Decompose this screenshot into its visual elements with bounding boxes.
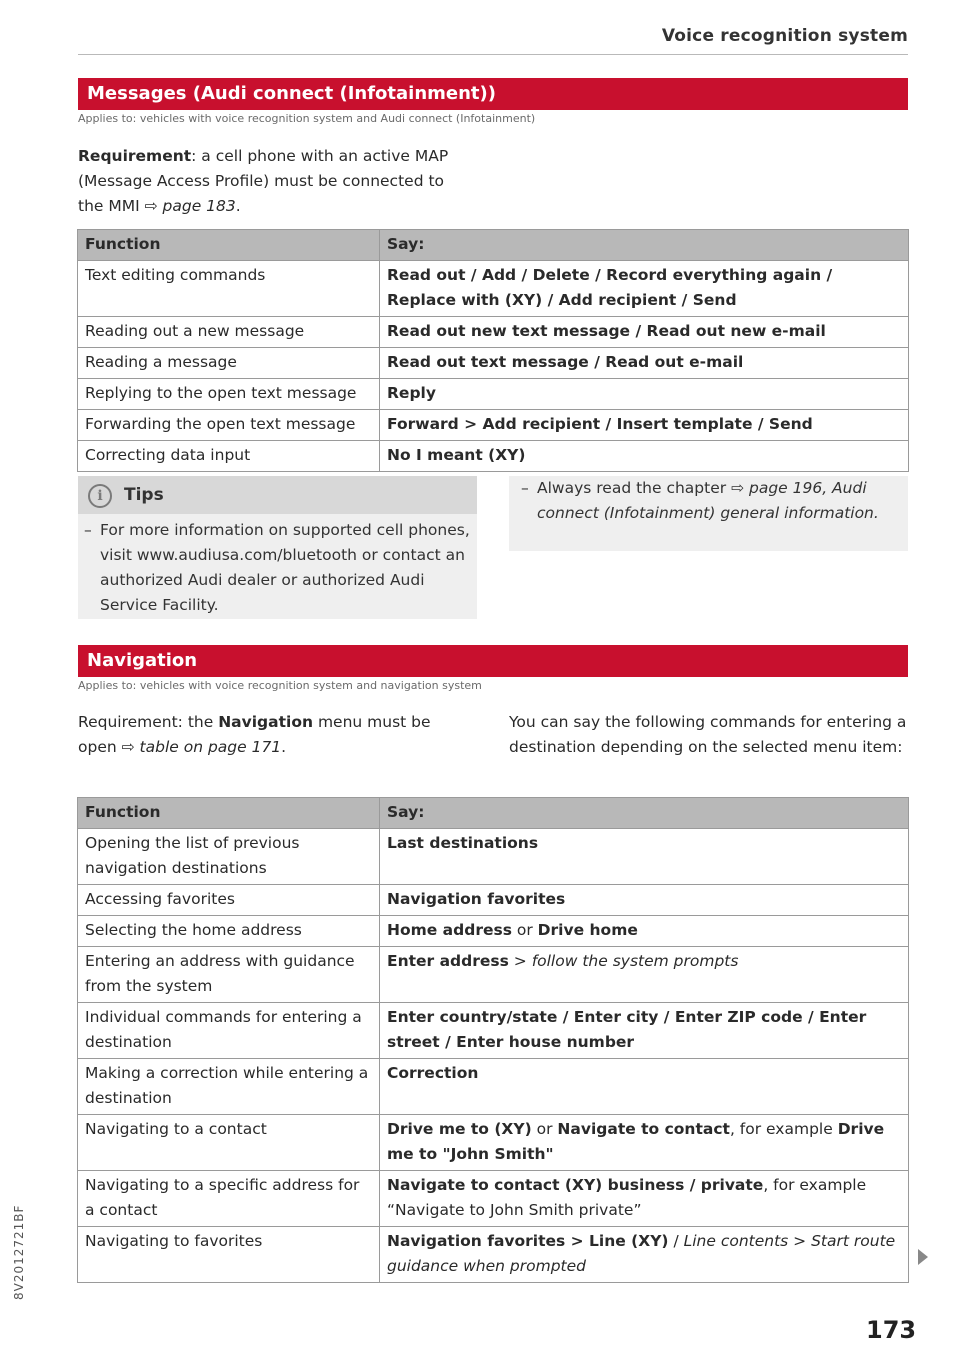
table-row	[78, 261, 909, 317]
nav-req-text-c: open	[78, 738, 122, 756]
column-header-function: Function	[78, 230, 380, 261]
function-cell: Forwarding the open text message	[78, 410, 380, 441]
tips-header	[78, 476, 477, 514]
tips-box	[78, 476, 477, 619]
say-part: Home address	[387, 921, 512, 939]
function-cell: Reading a message	[78, 348, 380, 379]
info-icon: i	[88, 484, 112, 508]
table-row	[78, 317, 909, 348]
chapter-note	[521, 476, 892, 526]
table-row	[78, 829, 909, 885]
function-cell: Making a correction while entering a destination	[78, 1059, 380, 1115]
table-row	[78, 1227, 909, 1283]
function-cell: Individual commands for entering a destination	[78, 1003, 380, 1059]
say-part: Navigate to contact (XY) business / private	[387, 1176, 764, 1194]
applies-to-navigation: Applies to: vehicles with voice recognition system and navigation system	[78, 679, 482, 692]
column-header-function: Function	[78, 798, 380, 829]
page-header	[78, 26, 908, 55]
function-cell: Accessing favorites	[78, 885, 380, 916]
document-code: 8V2012721BF	[12, 1204, 26, 1300]
tips-text	[84, 518, 470, 618]
requirement-label: Requirement	[78, 147, 192, 165]
messages-command-table	[77, 229, 909, 472]
say-part: Navigate to contact	[557, 1120, 730, 1138]
say-connector: or	[531, 1120, 558, 1138]
note-text: Always read the chapter	[537, 479, 732, 497]
function-cell: Navigating to a specific address for a contact	[78, 1171, 380, 1227]
say-cell	[380, 1227, 909, 1283]
nav-req-bold: Navigation	[218, 713, 314, 731]
table-page-171-link[interactable]: ⇨ table on page 171	[121, 738, 282, 756]
function-cell: Entering an address with guidance from the system	[78, 947, 380, 1003]
table-row	[78, 1115, 909, 1171]
say-cell: No I meant (XY)	[380, 441, 909, 472]
say-cell	[380, 1115, 909, 1171]
chapter-title: Voice recognition system	[661, 26, 908, 46]
chapter-note-box	[509, 476, 908, 551]
table-header-row	[78, 230, 909, 261]
tips-title: Tips	[124, 485, 164, 505]
say-cell: Enter country/state / Enter city / Enter ZIP code / Enter street / Enter house number	[380, 1003, 909, 1059]
table-row	[78, 348, 909, 379]
say-cell	[380, 1171, 909, 1227]
nav-req-text-b: menu must be	[313, 713, 431, 731]
requirement-paragraph: Requirement: a cell phone with an active MAP (Message Access Profile) must be connected to the MMI ⇨ page 183.	[78, 147, 449, 215]
say-connector: , for example “Navigate to John Smith private”	[387, 1176, 867, 1219]
function-cell: Replying to the open text message	[78, 379, 380, 410]
page-196-link[interactable]: ⇨ page 196, Audi connect (Infotainment) general information.	[537, 479, 879, 522]
function-cell: Text editing commands	[78, 261, 380, 317]
function-cell: Navigating to favorites	[78, 1227, 380, 1283]
navigation-intro: You can say the following commands for entering a destination depending on the selected menu item:	[509, 713, 907, 756]
say-cell	[380, 947, 909, 1003]
navigation-requirement: Requirement: the Navigation menu must be open ⇨ table on page 171.	[78, 713, 431, 756]
table-row	[78, 1171, 909, 1227]
table-row	[78, 947, 909, 1003]
say-cell: Forward > Add recipient / Insert template / Send	[380, 410, 909, 441]
say-connector: or	[511, 921, 538, 939]
table-row	[78, 441, 909, 472]
note-dash: –	[521, 479, 529, 497]
table-row	[78, 410, 909, 441]
function-cell: Reading out a new message	[78, 317, 380, 348]
say-connector: , for example	[729, 1120, 838, 1138]
nav-req-text-a: Requirement: the	[78, 713, 219, 731]
say-part: Drive home	[537, 921, 638, 939]
say-cell: Read out new text message / Read out new e-mail	[380, 317, 909, 348]
column-header-say: Say:	[380, 798, 909, 829]
function-cell: Selecting the home address	[78, 916, 380, 947]
table-row	[78, 885, 909, 916]
requirement-text-3: the MMI	[78, 197, 145, 215]
navigation-command-table	[77, 797, 909, 1283]
section-title-messages: Messages (Audi connect (Infotainment))	[78, 78, 908, 110]
page-number: 173	[866, 1316, 917, 1344]
tips-body: For more information on supported cell phones, visit www.audiusa.com/bluetooth or contact an authorized Audi dealer or authorized Audi Service Facility.	[100, 521, 470, 614]
table-header-row	[78, 798, 909, 829]
function-cell: Navigating to a contact	[78, 1115, 380, 1171]
say-cell: Reply	[380, 379, 909, 410]
say-connector: /	[668, 1232, 684, 1250]
column-header-say: Say:	[380, 230, 909, 261]
table-row	[78, 379, 909, 410]
applies-to-messages: Applies to: vehicles with voice recognition system and Audi connect (Infotainment)	[78, 112, 536, 125]
say-cell: Correction	[380, 1059, 909, 1115]
continue-arrow-icon	[918, 1249, 928, 1265]
table-row	[78, 916, 909, 947]
section-title-navigation: Navigation	[78, 645, 908, 677]
say-part: Drive me to "John Smith"	[387, 1120, 885, 1163]
say-part: Enter address	[387, 952, 509, 970]
table-row	[78, 1003, 909, 1059]
say-cell: Navigation favorites	[380, 885, 909, 916]
say-connector: >	[508, 952, 532, 970]
table-row	[78, 1059, 909, 1115]
say-part: Drive me to (XY)	[387, 1120, 532, 1138]
say-italic: follow the system prompts	[531, 952, 739, 970]
say-part: Navigation favorites > Line (XY)	[387, 1232, 669, 1250]
say-cell: Read out text message / Read out e-mail	[380, 348, 909, 379]
say-cell	[380, 916, 909, 947]
requirement-text-2: (Message Access Profile) must be connected to	[78, 172, 445, 190]
page-183-link[interactable]: ⇨ page 183	[144, 197, 236, 215]
say-cell: Read out / Add / Delete / Record everything again / Replace with (XY) / Add recipient / Send	[380, 261, 909, 317]
tips-dash: –	[84, 521, 92, 539]
function-cell: Correcting data input	[78, 441, 380, 472]
say-italic: Line contents > Start route guidance when prompted	[387, 1232, 896, 1275]
function-cell: Opening the list of previous navigation destinations	[78, 829, 380, 885]
requirement-text-1: : a cell phone with an active MAP	[191, 147, 449, 165]
say-cell: Last destinations	[380, 829, 909, 885]
